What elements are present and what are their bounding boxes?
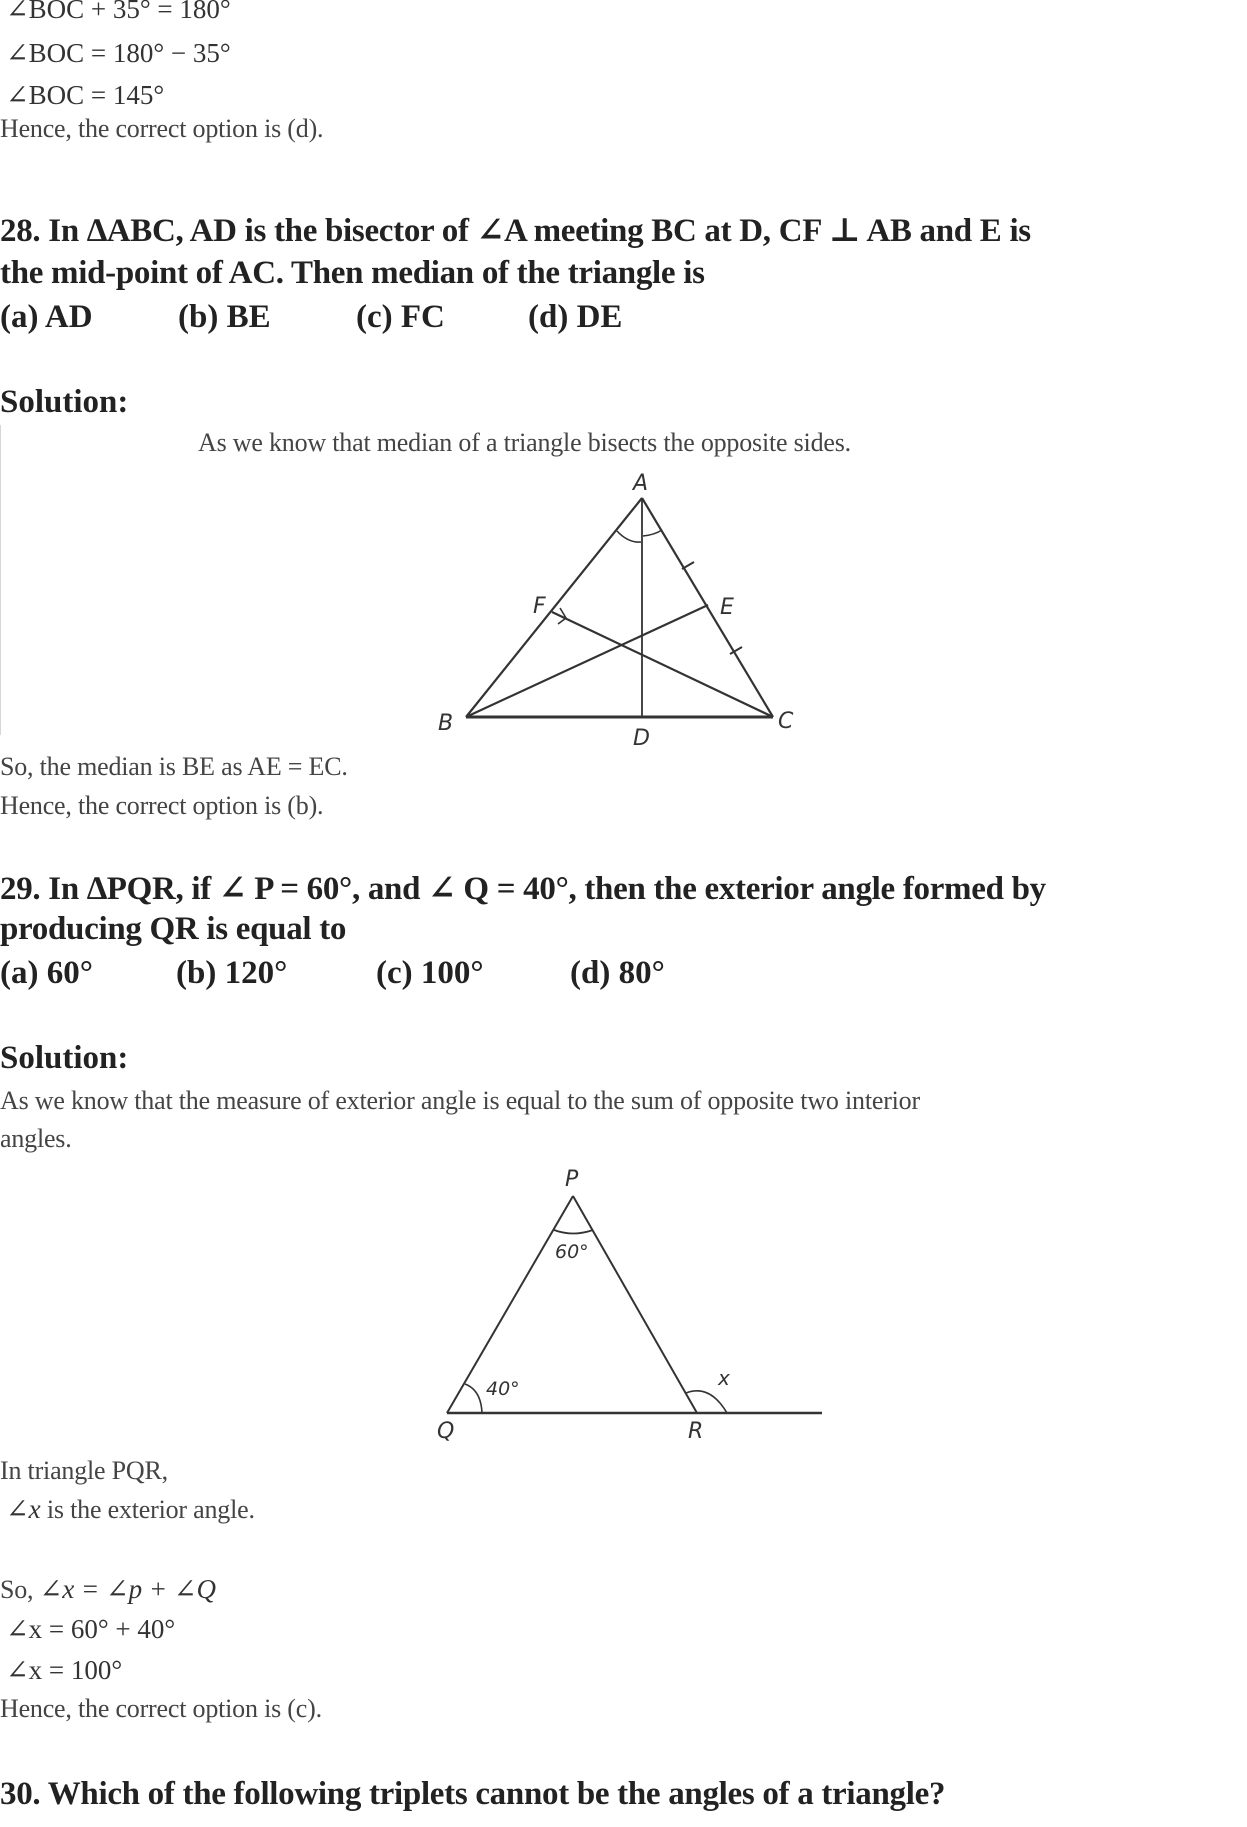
- q28-option-a: (a) AD: [0, 299, 93, 335]
- prev-equation-2: ∠BOC = 180° − 35°: [6, 38, 231, 68]
- label-p: P: [565, 1167, 579, 1192]
- q28-solution-heading: Solution:: [0, 384, 129, 420]
- q29-solution-heading: Solution:: [0, 1040, 129, 1076]
- label-r: R: [688, 1419, 704, 1444]
- q28-solution-intro: As we know that median of a triangle bisects the opposite sides.: [198, 428, 851, 457]
- q29-step1: In triangle PQR,: [0, 1456, 168, 1485]
- q29-option-d: (d) 80°: [570, 955, 665, 991]
- q28-question-line1: 28. In ∆ABC, AD is the bisector of ∠A meeting BC at D, CF ⊥ AB and E is: [0, 213, 1031, 249]
- q29-step2-text: is the exterior angle.: [40, 1495, 255, 1524]
- q29-step3-prefix: So,: [0, 1575, 40, 1604]
- label-c: C: [778, 709, 794, 734]
- label-angle-q: 40°: [486, 1378, 520, 1400]
- label-a: A: [633, 471, 649, 496]
- label-d: D: [633, 726, 650, 751]
- q29-step5: ∠x = 100°: [6, 1655, 123, 1685]
- label-e: E: [720, 595, 734, 620]
- q28-conclusion: Hence, the correct option is (b).: [0, 791, 324, 820]
- q28-question-line2: the mid-point of AC. Then median of the triangle is: [0, 255, 705, 291]
- q29-question-line1: 29. In ∆PQR, if ∠ P = 60°, and ∠ Q = 40°, then the exterior angle formed by: [0, 871, 1046, 907]
- q28-option-b: (b) BE: [178, 299, 271, 335]
- q29-step2: [6, 1494, 255, 1525]
- q28-explanation: So, the median is BE as AE = EC.: [0, 752, 348, 781]
- q29-step3: [0, 1574, 216, 1605]
- prev-equation-1: ∠BOC + 35° = 180°: [6, 0, 231, 24]
- prev-conclusion: Hence, the correct option is (d).: [0, 114, 324, 143]
- q29-option-a: (a) 60°: [0, 955, 93, 991]
- q29-solution-intro-line1: As we know that the measure of exterior angle is equal to the sum of opposite two interior: [0, 1086, 920, 1115]
- q29-option-c: (c) 100°: [376, 955, 484, 991]
- q29-step2-symbol: ∠x: [6, 1494, 41, 1524]
- prev-equation-3: ∠BOC = 145°: [6, 80, 165, 110]
- label-b: B: [438, 711, 454, 736]
- label-x: x: [718, 1366, 730, 1390]
- q29-solution-intro-line2: angles.: [0, 1124, 72, 1153]
- q29-question-line2: producing QR is equal to: [0, 911, 347, 947]
- q28-option-d: (d) DE: [528, 299, 623, 335]
- label-q: Q: [437, 1419, 455, 1444]
- q30-question-line1: 30. Which of the following triplets cannot be the angles of a triangle?: [0, 1776, 946, 1812]
- q29-step4: ∠x = 60° + 40°: [6, 1614, 176, 1644]
- q28-option-c: (c) FC: [356, 299, 445, 335]
- q29-step3-math: ∠x = ∠p + ∠Q: [39, 1574, 216, 1604]
- label-angle-p: 60°: [555, 1241, 589, 1263]
- q29-conclusion: Hence, the correct option is (c).: [0, 1694, 322, 1723]
- q29-option-b: (b) 120°: [176, 955, 288, 991]
- label-f: F: [533, 594, 546, 619]
